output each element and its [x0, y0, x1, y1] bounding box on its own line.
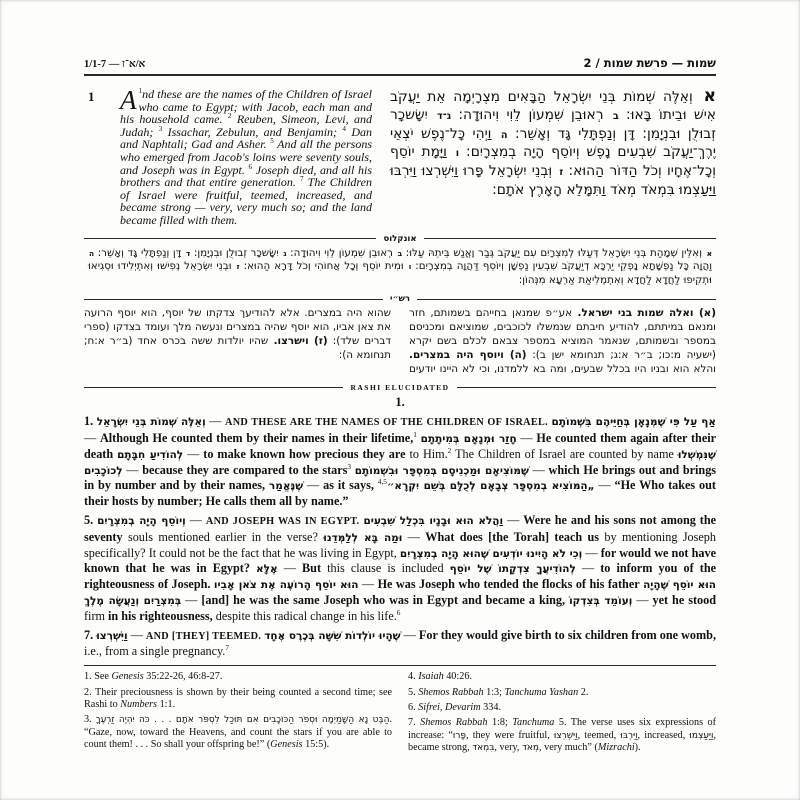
footnotes-rule — [84, 665, 716, 666]
rashi-elucidated-divider — [84, 383, 716, 392]
divider-rule — [84, 387, 343, 388]
verse-block — [84, 85, 716, 227]
footnote-item: 1. See Genesis 35:22-26, 46:8-27. — [84, 671, 223, 683]
header-verse-reference: 1/1-7 — א/א־ז — [84, 59, 146, 70]
footnote-item: 3. הַבֶּט נָא הַשָּׁמַיְמָה וּסְפֹר הַכּוֹכָבִים אִם תּוּכַל לִסְפֹּר אֹתָם . . . כֹּה יִהְיֶה זַרְעֶךָ. “Gaze, now, toward the Heavens, and count the stars if you are able to count them! . . . So shall your offspring be!” (Genesis 15:5). — [84, 714, 392, 751]
rashi-elucidated-title: RASHI ELUCIDATED — [350, 383, 450, 393]
drop-cap: A — [120, 85, 137, 115]
footnotes-section — [84, 671, 716, 757]
elucidation-paragraph: 5. וְיוֹסֵף הָיָה בְמִצְרָיִם — AND JOSEPH WAS IN EGYPT. וַהֲלֹא הוּא וּבָנָיו בִּכְלַל שִׁבְעִים — Were he and his sons not among the seventy souls mentioned earlier in the verse? וּמַה בָּא לְלַמְּדֵנוּ — What does [the Torah] teach us by mentioning Joseph specifically? It could not be the fact that he was living in Egypt, וְכִי לֹא הָיִינוּ יוֹדְעִים שֶׁהוּא הָיָה בְמִצְרָיִם — for would we not have known that he was in Egypt? אֶלָּא — But this clause is included לְהוֹדִיעֲךָ צִדְקָתוֹ שֶׁל יוֹסֵף — to inform you of the righteousness of Joseph. הוּא יוֹסֵף הָרוֹעֶה אֶת צֹאן אָבִיו — He was Joseph who tended the flocks of his father הוּא יוֹסֵף שֶׁהָיָה בְּמִצְרַיִם וְנַעֲשָׂה מֶלֶךְ — [and] he was the same Joseph who was in Egypt and became a king, וְעוֹמֵד בְּצִדְקוֹ — yet he stood firm in his righteousness, despite this radical change in his life.$^6$ — [84, 513, 717, 623]
translation-body: nd these are the names of the Children of Israel who came to Egypt; with Jacob, each man and his household came. $^2$ Reuben, Simeon, Levi, and Judah; $^3$ Issachar, Zebulun, and Benjamin; $^4$ Dan and Naphtali; Gad and Asher. $^5$ And all the persons who emerged from Jacob's loins were seventy souls, and Joseph was in Egypt. $^6$ Joseph died, and all his brothers and that entire generation. $^7$ The Children of Israel were fruitful, teemed, increased, and became strong — very, very much so; and the land became filled with them. — [120, 87, 373, 227]
footnotes-left-column — [84, 671, 392, 757]
english-translation-text — [120, 85, 373, 227]
divider-rule — [457, 387, 716, 388]
onkelos-text: א וְאִלֵּין שְׁמָהַת בְּנֵי יִשְׂרָאֵל דְּעַלּוּ לְמִצְרָיִם עִם יַעֲקֹב גְּבַר וֶאֱנַשׁ בֵּיתֵהּ עַלּוּ: ב רְאוּבֵן שִׁמְעוֹן לֵוִי וִיהוּדָה: ג יִשָּׂשכָר זְבוּלֻן וּבִנְיָמִן: ד דָּן וְנַפְתָּלִי גָּד וְאָשֵׁר: ה וַהֲוָה כָּל נַפְשָׁתָא נָפְקֵי יַרְכָּא דְיַעֲקֹב שִׁבְעִין נַפְשָׁן וְיוֹסֵף דַּהֲוָה בְמִצְרָיִם: ו וּמִית יוֹסֵף וְכָל אֲחוֹהִי וְכֹל דָּרָא הַהוּא: ז וּבְנֵי יִשְׂרָאֵל נְפִישׁוּ וְאִתְיְלִידוּ וּסְגִיאוּ וּתְקִיפוּ לַחֲדָא לַחֲדָא וְאִתְמְלִיאַת אַרְעָא מִנְּהוֹן: — [88, 246, 713, 286]
elucidation-chapter-number: 1. — [395, 395, 405, 410]
footnote-item: 6. Sifrei, Devarim 334. — [408, 702, 501, 714]
divider-rule — [417, 299, 716, 300]
hebrew-verse-text: א וְאֵלֶּה שְׁמוֹת בְּנֵי יִשְׂרָאֵל הַבָּאִים מִצְרָיְמָה אֵת יַעֲקֹב אִישׁ וּבֵיתוֹ בָּאוּ: ב רְאוּבֵן שִׁמְעוֹן לֵוִי וִיהוּדָה: ג־ד יִשָּׂשכָר זְבוּלֻן וּבִנְיָמִן: דָּן וְנַפְתָּלִי גָּד וְאָשֵׁר: ה וַיְהִי כָּל־נֶפֶשׁ יֹצְאֵי יֶרֶךְ־יַעֲקֹב שִׁבְעִים נָפֶשׁ וְיוֹסֵף הָיָה בְמִצְרָיִם: ו וַיָּמָת יוֹסֵף וְכָל־אֶחָיו וְכֹל הַדּוֹר הַהוּא: ז וְּבְנֵי יִשְׂרָאֵל פָּרוּ וַיִּשְׁרְצוּ וַיִּרְבּוּ וַיַּעַצְמוּ בִּמְאֹד מְאֹד וַתִּמָּלֵא הָאָרֶץ אֹתָם: — [390, 86, 716, 198]
footnote-item: 7. Shemos Rabbah 1:8; Tanchuma 5. The verse uses six expressions of increase: “פָּרוּ, they were fruitful, וַיִּשְׁרְצוּ, teemed, וַיִּרְבּוּ, increased, וַיַּעַצְמוּ, became strong, בִּמְאֹד, very, מְאֹד, very much” (Mizrachi). — [408, 717, 717, 754]
english-translation-column — [84, 85, 373, 227]
onkelos-divider — [84, 234, 716, 244]
footnote-item: 5. Shemos Rabbah 1:3; Tanchuma Yashan 2. — [408, 686, 589, 698]
page-header — [84, 56, 716, 70]
rashi-commentary-text: (א) ואלה שמות בני ישראל. אע״פ שמנאן בחייהם בשמותם, חזר ומנאם במיתתם, להודיע חיבתם שנמשלו לכוכבים, שמוציאם ומכניסם במספר ובשמותם, שנאמר המוציא במספר צבאם לכלם בשם יקרא (ישעיה מ:כו; ב״ר א:ג; תנחומא ישן ב): (ה) ויוסף היה במצרים. והלא הוא ובניו היו בכלל שבעים, ומה בא ללמדנו, וכי לא היינו יודעים שהוא היה במצרים. אלא להודיעך צדקתו של יוסף, הוא יוסף הרועה את צאן אביו, הוא יוסף שהיה במצרים ונעשה מלך ועומד בצדקו (ספרי דברים שלד): (ז) וישרצו. שהיו יולדות ששה בכרס אחד (ב״ר א:ח; תנחומא ה): — [84, 307, 717, 375]
header-parashah-title: שמות — פרשת שמות / 2 — [583, 56, 716, 70]
rashi-divider — [84, 294, 716, 304]
chapter-number-english: 1 — [88, 89, 95, 104]
divider-rule — [84, 238, 376, 239]
footnotes-right-column — [408, 671, 716, 757]
verse-1-superscript: 1 — [138, 87, 143, 95]
header-rule — [84, 74, 716, 76]
onkelos-title: אונקלוס — [383, 233, 417, 244]
rashi-title: רש״י — [389, 294, 411, 305]
chumash-page — [84, 0, 716, 758]
footnote-item: 2. Their preciousness is shown by their being counted a second time; see Rashi to Numbers 1:1. — [84, 686, 392, 711]
elucidation-paragraph: 7. וַיִּשְׁרְצוּ — AND [THEY] TEEMED. שֶׁהָיוּ יוֹלְדוֹת שִׁשָּׁה בְּכֶרֶס אֶחָד — For they would give birth to six children from one womb, i.e., from a single pregnancy.$^7$ — [84, 627, 716, 659]
divider-rule — [84, 299, 383, 300]
divider-rule — [424, 238, 716, 239]
elucidation-paragraph: 1. וְאֵלֶּה שְׁמוֹת בְּנֵי יִשְׂרָאֵל — AND THESE ARE THE NAMES OF THE CHILDREN OF ISRAEL. אַף עַל פִּי שֶׁמְּנָאָן בְּחַיֵּיהֶם בִּשְׁמוֹתָם — Although He counted them by their names in their lifetime,$^1$ חָזַר וּמְנָאָם בְּמִיתָתָם — He counted them again after their death לְהוֹדִיעַ חִבָּתָם — to make known how precious they are to Him.$^2$ The Children of Israel are counted by name שֶׁנִּמְשְׁלוּ לְכוֹכָבִים — because they are compared to the stars$^3$ שֶׁמּוֹצִיאָם וּמַכְנִיסָם בְּמִסְפָּר וּבִשְׁמוֹתָם — which He brings out and brings in by number and by their names, שֶׁנֶּאֱמַר — as it says, „הַמּוֹצִיא בְמִסְפָּר צְבָאָם לְכֻלָּם בְּשֵׁם יִקְרָא״$^{4,5}$ — “He Who takes out their hosts by number; He calls them all by name.” — [84, 414, 717, 509]
hebrew-text-column — [390, 88, 716, 200]
footnote-item: 4. Isaiah 40:26. — [408, 671, 472, 683]
